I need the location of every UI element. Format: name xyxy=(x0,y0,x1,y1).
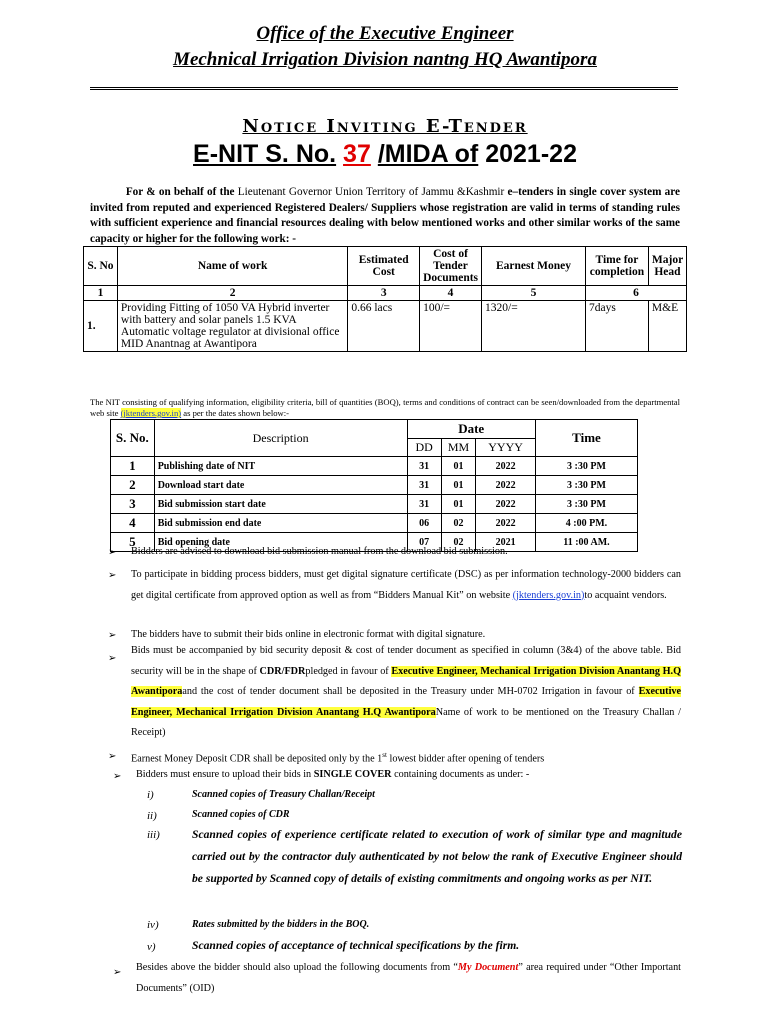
dates-mm: 01 xyxy=(441,476,476,495)
dates-desc: Bid opening date xyxy=(154,533,407,552)
bullet-7-end: ” area required under “Other Important Documents” (OID) xyxy=(136,962,681,994)
division-title: Mechnical Irrigation Division nantng HQ Awantipora xyxy=(173,49,597,70)
sublist-num: v) xyxy=(147,941,156,953)
intro-paragraph xyxy=(90,185,680,247)
sublist-item: Scanned copies of acceptance of technical specifications by the firm. xyxy=(192,939,520,952)
works-sno: 1. xyxy=(84,301,118,352)
sublist-item: Scanned copies of Treasury Challan/Receipt xyxy=(192,789,375,800)
works-earnest: 1320/= xyxy=(482,301,586,352)
sublist-item: Rates submitted by the bidders in the BOQ. xyxy=(192,919,370,930)
dates-yyyy: 2022 xyxy=(476,514,536,533)
works-estcost: 0.66 lacs xyxy=(348,301,420,352)
nit-note-after: as per the dates shown below:- xyxy=(183,408,289,418)
table-row xyxy=(111,457,638,476)
bullet-4 xyxy=(131,641,681,744)
sublist-item: Scanned copies of experience certificate related to execution of work of similar type and magnitude carried out by the contractor duly authenticated by not below the rank of Executive Engineer should be supported by Scanned copy of details of existing commitments and ongoing works as per NIT. xyxy=(192,828,682,885)
dates-h-dd: DD xyxy=(407,439,441,457)
dates-time: 4 :00 PM. xyxy=(535,514,637,533)
dates-yyyy: 2022 xyxy=(476,495,536,514)
bullet-5-end: lowest bidder after opening of tenders xyxy=(389,753,545,765)
works-head: M&E xyxy=(648,301,686,352)
works-num-3: 3 xyxy=(348,286,420,301)
dates-time: 11 :00 AM. xyxy=(535,533,637,552)
dates-desc: Download start date xyxy=(154,476,407,495)
works-h-tendercost: Cost of Tender Documents xyxy=(420,247,482,286)
bullet-5-sup: st xyxy=(382,751,387,759)
bullet-2-end: to acquaint vendors. xyxy=(584,589,667,601)
intro-authority: Lieutenant Governor Union Territory of Jammu &Kashmir xyxy=(237,186,505,198)
works-tendercost: 100/= xyxy=(420,301,482,352)
works-num-5: 5 xyxy=(482,286,586,301)
nit-note-before: The NIT consisting of qualifying information, eligibility criteria, bill of quantities (BOQ), terms and conditions of contract can be seen/downloaded from the departmental web site xyxy=(90,397,680,418)
enit-prefix: E-NIT S. No. xyxy=(193,140,337,168)
sublist-num: iv) xyxy=(147,919,159,931)
dates-yyyy: 2022 xyxy=(476,476,536,495)
dates-mm: 01 xyxy=(441,457,476,476)
dates-time: 3 :30 PM xyxy=(535,457,637,476)
bullet-1: Bidders are advised to download bid submission manual from the download bid submission. xyxy=(131,546,508,557)
bullet-5-text: Earnest Money Deposit CDR shall be deposited only by the 1 xyxy=(131,753,383,765)
enit-number xyxy=(0,140,770,169)
bullet-6 xyxy=(136,765,686,786)
dates-dd: 31 xyxy=(407,495,441,514)
dates-mm: 02 xyxy=(441,533,476,552)
dates-desc: Publishing date of NIT xyxy=(154,457,407,476)
dates-desc: Bid submission end date xyxy=(154,514,407,533)
bullet-4-cdr: CDR/FDR xyxy=(259,665,306,677)
dates-sno: 2 xyxy=(111,476,155,495)
works-h-time: Time for completion xyxy=(586,247,649,286)
bullet-arrow-icon: ➢ xyxy=(108,751,117,762)
table-row xyxy=(111,514,638,533)
bullet-arrow-icon: ➢ xyxy=(108,630,117,641)
dates-dd: 07 xyxy=(407,533,441,552)
bullet-4-treasury: and the cost of tender document shall be deposited in the Treasury under MH-0702 Irrigation in favour of xyxy=(182,686,635,697)
bullet-7-text: Besides above the bidder should also upload the following documents from “ xyxy=(136,962,458,973)
bullet-7 xyxy=(136,958,681,999)
bullet-4-end: Name of work to be mentioned on the Treasury Challan / Receipt) xyxy=(131,706,682,738)
works-num-1: 1 xyxy=(84,286,118,301)
bullet-6-bold: SINGLE COVER xyxy=(313,769,392,780)
table-row xyxy=(111,495,638,514)
dates-sno: 1 xyxy=(111,457,155,476)
dates-header-row xyxy=(111,420,638,439)
bullet-4-payee-2: Executive Engineer, Mechanical Irrigation Division Anantang H.Q Awantipora xyxy=(131,686,682,718)
jktenders-link[interactable]: (jktenders.gov.in) xyxy=(120,408,182,418)
works-h-estcost: Estimated Cost xyxy=(348,247,420,286)
bullet-4-pledged: pledged in favour of xyxy=(305,665,389,677)
bullet-3: The bidders have to submit their bids online in electronic format with digital signature. xyxy=(131,629,486,640)
dates-mm: 01 xyxy=(441,495,476,514)
notice-title: Notice Inviting E-Tender xyxy=(242,116,528,137)
bullet-6-text: Bidders must ensure to upload their bids in xyxy=(136,769,312,780)
header-divider xyxy=(90,87,678,90)
bullet-2-text: To participate in bidding process bidders, must get digital signature certificate (DSC) as per information technology-2000 bidders can get digital certificate from approved option as well as from “Bidders Manual Kit” on website xyxy=(131,569,681,601)
dates-h-date: Date xyxy=(407,420,535,439)
office-title: Office of the Executive Engineer xyxy=(256,23,514,44)
dates-sno: 3 xyxy=(111,495,155,514)
bullet-4-text: Bids must be accompanied by bid security deposit & cost of tender document as specified in column (3&4) of the above table. Bid security will be in the shape of xyxy=(131,645,681,677)
sublist-num: iii) xyxy=(147,829,160,841)
sublist-num: ii) xyxy=(147,810,157,822)
works-num-6: 6 xyxy=(586,286,687,301)
dates-mm: 02 xyxy=(441,514,476,533)
dates-yyyy: 2022 xyxy=(476,457,536,476)
my-document-label: My Document xyxy=(457,962,519,973)
dates-dd: 31 xyxy=(407,476,441,495)
works-h-name: Name of work xyxy=(117,247,347,286)
bullet-arrow-icon: ➢ xyxy=(113,771,122,782)
bullet-arrow-icon: ➢ xyxy=(113,967,122,978)
enit-year: 2021-22 xyxy=(485,140,577,168)
dates-h-yyyy: YYYY xyxy=(476,439,536,457)
nit-note xyxy=(90,397,680,419)
bullet-arrow-icon: ➢ xyxy=(108,653,117,664)
intro-part1: For & on behalf of the xyxy=(125,186,235,198)
dates-h-desc: Description xyxy=(154,420,407,457)
table-row xyxy=(84,301,687,352)
sublist-num: i) xyxy=(147,789,154,801)
bullet-2 xyxy=(131,565,681,606)
works-time: 7days xyxy=(586,301,649,352)
intro-part3: e–tenders in single cover system are invited from reputed and experienced Registered Dealers/ Suppliers whose registration are valid in terms of standing rules with sufficient experience and financial resources dealing with below mentioned works and other similar works of the same capacity or higher for the following work: - xyxy=(90,186,680,245)
dates-h-mm: MM xyxy=(441,439,476,457)
works-number-row xyxy=(84,286,687,301)
bullet-arrow-icon: ➢ xyxy=(108,570,117,581)
dates-sno: 4 xyxy=(111,514,155,533)
dates-h-sno: S. No. xyxy=(111,420,155,457)
works-num-4: 4 xyxy=(420,286,482,301)
bullet-arrow-icon: ➢ xyxy=(108,547,117,558)
works-h-sno: S. No xyxy=(84,247,118,286)
dates-desc: Bid submission start date xyxy=(154,495,407,514)
jktenders-link[interactable]: (jktenders.gov.in) xyxy=(512,589,585,601)
dates-h-time: Time xyxy=(535,420,637,457)
bullet-6-end: containing documents as under: - xyxy=(394,769,530,780)
sublist-item: Scanned copies of CDR xyxy=(192,809,290,820)
bullet-4-payee-1: Executive Engineer, Mechanical Irrigation Division Anantang H.Q Awantipora xyxy=(131,665,682,697)
enit-serial: 37 xyxy=(343,140,371,168)
table-row xyxy=(111,476,638,495)
enit-mid: /MIDA of xyxy=(377,140,479,168)
dates-table xyxy=(110,419,638,552)
works-table xyxy=(83,246,687,352)
works-header-row xyxy=(84,247,687,286)
dates-dd: 06 xyxy=(407,514,441,533)
dates-time: 3 :30 PM xyxy=(535,495,637,514)
dates-time: 3 :30 PM xyxy=(535,476,637,495)
works-h-head: Major Head xyxy=(648,247,686,286)
works-h-earnest: Earnest Money xyxy=(482,247,586,286)
dates-yyyy: 2021 xyxy=(476,533,536,552)
dates-dd: 31 xyxy=(407,457,441,476)
works-num-2: 2 xyxy=(117,286,347,301)
dates-sno: 5 xyxy=(111,533,155,552)
works-name: Providing Fitting of 1050 VA Hybrid inverter with battery and solar panels 1.5 KVA Automatic voltage regulator at divisional office MID Anantnag at Awantipora xyxy=(117,301,347,352)
